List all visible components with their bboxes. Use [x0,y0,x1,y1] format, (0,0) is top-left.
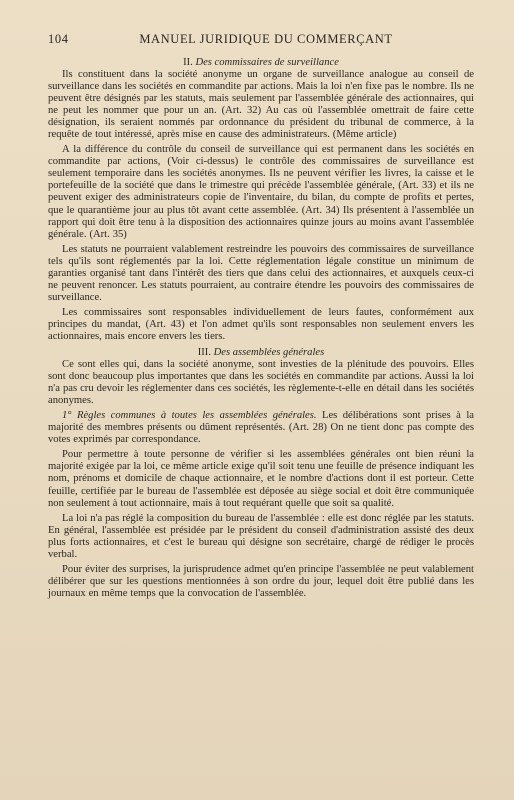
section-heading-assemblees [48,347,474,358]
section-heading-commissaires [48,57,474,68]
rule-text: Les délibérations sont prises à la majorité des membres présents ou dûment représentés. (Art. 28) On ne tient donc pas compte des votes exprimés par correspondance. [48,410,474,446]
paragraph: Pour éviter des surprises, la jurisprudence admet qu'en principe l'assemblée ne peut valablement délibérer que sur les questions mentionnées à son ordre du jour, lequel doit être publié dans les journaux en même temps que la convocation de l'assemblée. [48,563,474,599]
rule-heading: 1° Règles communes à toutes les assemblées générales. [62,410,317,422]
section-title: Des assemblées générales [213,347,325,359]
paragraph: Les statuts ne pourraient valablement restreindre les pouvoirs des commissaires de surveillance tels qu'ils sont réglementés par la loi. Cette réglementation légale constitue un minimum de garanties organisé tant dans l'intérêt des tiers que dans celui des actionnaires, et auxquels ceux-ci ne peuvent renoncer. Les statuts pourraient, au contraire étendre les pouvoirs des commissaires de surveillance. [48,243,474,303]
section-title: Des commissaires de surveillance [195,57,339,68]
section-numeral: II. [183,57,193,68]
page-header [48,32,474,48]
paragraph: Les commissaires sont responsables individuellement de leurs fautes, conformément aux principes du mandat, (Art. 43) et l'on admet qu'ils sont responsables non seulement envers les actionnaires, mais encore envers les tiers. [48,306,474,342]
running-title: MANUEL JURIDIQUE DU COMMERÇANT [139,32,393,46]
page-number: 104 [48,32,69,46]
paragraph: Pour permettre à toute personne de vérifier si les assemblées générales ont bien réuni la majorité exigée par la loi, ce même article exige qu'il soit tenu une feuille de présence indiquant les nom, prénoms et domicile de chaque actionnaire, et le nombre d'actions dont il est porteur. Cette feuille, certifiée par le bureau de l'assemblée est déposée au siège social et doit être communiquée non seulement à tout actionnaire, mais à tout requérant quelle que soit sa qualité. [48,449,474,509]
section-numeral: III. [197,347,211,359]
paragraph: A la différence du contrôle du conseil de surveillance qui est permanent dans les sociétés en commandite par actions, (Voir ci-dessus) le contrôle des commissaires de surveillance est seulement temporaire dans les sociétés anonymes. Ils ne peuvent vérifier les livres, la caisse et le portefeuille de la société que dans le trimestre qui précède l'assemblée générale, (Art. 33) et ils ne peuvent exiger des administrateurs copie de l'inventaire, du bilan, du compte de profits et pertes, que le quarantième jour au plus tôt avant cette assemblée. (Art. 34) Ils présentent à l'assemblée un rapport qui doit être tenu à la disposition des actionnaires quinze jours au moins avant l'assemblée générale. (Art. 35) [48,144,474,240]
paragraph: La loi n'a pas réglé la composition du bureau de l'assemblée : elle est donc réglée par les statuts. En général, l'assemblée est présidée par le président du conseil d'administration assisté des deux plus forts actionnaires, et c'est le bureau qui désigne son secrétaire, chargé de rédiger le procès verbal. [48,512,474,560]
paragraph: Ils constituent dans la société anonyme un organe de surveillance analogue au conseil de surveillance dans les sociétés en commandite par actions. Mais la loi n'en fixe pas le nombre. Ils ne peuvent être désignés par les statuts, mais seulement par l'assemblée générale des actionnaires, qui ne peut les nommer que pour un an. (Art. 32) Au cas où l'assemblée omettrait de faire cette désignation, ils seraient nommés par ordonnance du président du tribunal de commerce, à la requête de tout intéressé, après mise en cause des administrateurs. (Même article) [48,69,474,141]
paragraph: Ce sont elles qui, dans la société anonyme, sont investies de la plénitude des pouvoirs. Elles sont donc beaucoup plus importantes que dans les sociétés en commandite par actions. Aussi la loi n'a pas cru devoir les réglementer dans ces sociétés, les règlemente-t-elle en détail dans les sociétés anonymes. [48,359,474,407]
paragraph-rule-1 [48,410,474,446]
